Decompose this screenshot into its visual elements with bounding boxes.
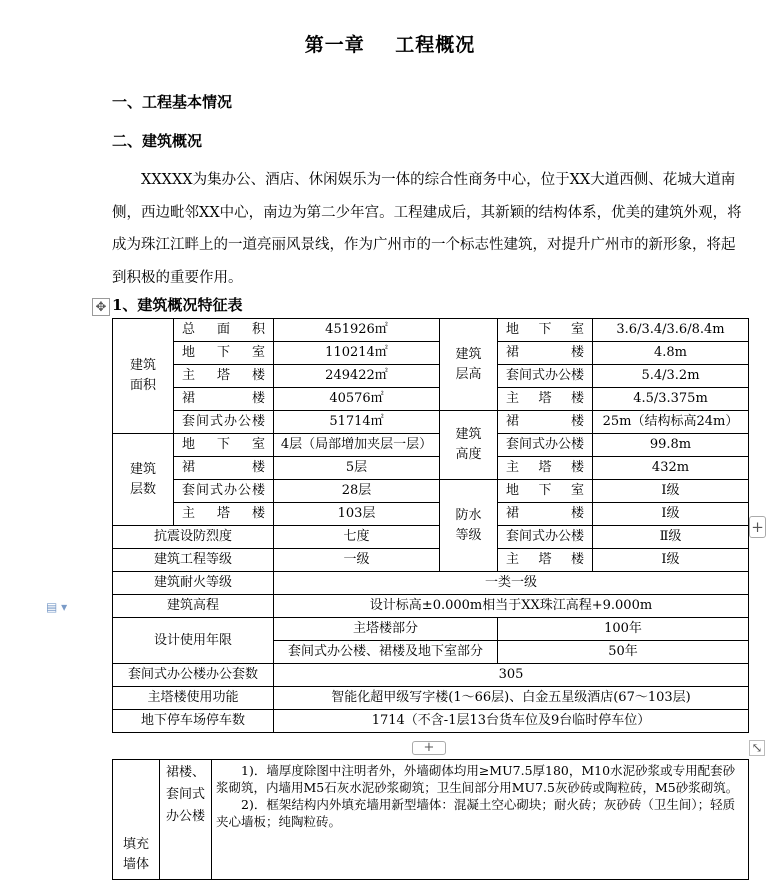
section-heading-basic: 一、工程基本情况: [112, 93, 233, 111]
suites-value: 305: [274, 664, 749, 687]
area-value: 51714㎡: [274, 411, 440, 434]
height-value: 25m（结构标高24m）: [593, 411, 749, 434]
height-value: 432m: [593, 457, 749, 480]
storeys-value: 4层（局部增加夹层一层）: [274, 434, 440, 457]
fire-value: 一类一级: [274, 572, 749, 595]
infill-sub-label: 裙楼、套间式办公楼: [160, 760, 212, 880]
storeys-label: 裙楼: [174, 457, 274, 480]
suites-label: 套间式办公楼办公套数: [113, 664, 274, 687]
floor-height-label: 主塔楼: [498, 388, 593, 411]
floor-height-label: 套间式办公楼: [498, 365, 593, 388]
height-value: 99.8m: [593, 434, 749, 457]
fire-label: 建筑耐火等级: [113, 572, 274, 595]
area-value: 249422㎡: [274, 365, 440, 388]
floor-height-group-label: 建筑层高: [440, 319, 498, 411]
infill-paragraph-1: 1)．墙厚度除图中注明者外，外墙砌体均用≥MU7.5厚180，M10水泥砂浆或专用配套砂浆砌筑，内墙用M5石灰水泥砂浆砌筑；卫生间部分用MU7.5灰砂砖或陶粒砖，M5砂浆砌筑。: [216, 763, 739, 795]
area-label: 裙楼: [174, 388, 274, 411]
waterproof-label: 套间式办公楼: [498, 526, 593, 549]
area-label: 套间式办公楼: [174, 411, 274, 434]
floor-height-label: 地下室: [498, 319, 593, 342]
waterproof-value: Ⅰ级: [593, 480, 749, 503]
parking-label: 地下停车场停车数: [113, 710, 274, 733]
service-life-label: 设计使用年限: [113, 618, 274, 664]
table-resize-icon[interactable]: ⤡: [749, 740, 765, 756]
tower-function-label: 主塔楼使用功能: [113, 687, 274, 710]
storeys-label: 套间式办公楼: [174, 480, 274, 503]
table-title: 1、建筑概况特征表: [112, 296, 243, 314]
elevation-label: 建筑高程: [113, 595, 274, 618]
waterproof-group-label: 防水等级: [440, 480, 498, 572]
service-life-part: 套间式办公楼、裙楼及地下室部分: [274, 641, 498, 664]
intro-paragraph: XXXXX为集办公、酒店、休闲娱乐为一体的综合性商务中心，位于XX大道西侧、花城大道南侧，西边毗邻XX中心，南边为第二少年宫。工程建成后，其新颖的结构体系，优美的建筑外观，将成为珠江江畔上的一道亮丽风景线，作为广州市的一个标志性建筑，对提升广州市的新形象，将起到积极的重要作用。: [112, 172, 742, 286]
area-value: 40576㎡: [274, 388, 440, 411]
storeys-value: 5层: [274, 457, 440, 480]
floor-height-value: 3.6/3.4/3.6/8.4m: [593, 319, 749, 342]
add-column-icon[interactable]: +: [749, 516, 766, 538]
area-label: 主塔楼: [174, 365, 274, 388]
waterproof-value: Ⅰ级: [593, 503, 749, 526]
infill-paragraph-2: 2)．框架结构内外填充墙用新型墙体：混凝土空心砌块；耐火砖；灰砂砖（卫生间）；轻质夹心墙板；纯陶粒砖。: [216, 797, 736, 829]
seismic-value: 七度: [274, 526, 440, 549]
service-life-value: 50年: [498, 641, 749, 664]
service-life-value: 100年: [498, 618, 749, 641]
storeys-value: 103层: [274, 503, 440, 526]
floor-height-value: 5.4/3.2m: [593, 365, 749, 388]
storeys-label: 主塔楼: [174, 503, 274, 526]
waterproof-value: Ⅱ级: [593, 526, 749, 549]
storeys-group-label: 建筑层数: [113, 434, 174, 526]
service-life-part: 主塔楼部分: [274, 618, 498, 641]
infill-group-label: 填充墙体: [113, 760, 160, 880]
floor-height-value: 4.5/3.375m: [593, 388, 749, 411]
infill-description: [212, 760, 749, 880]
document-outline-icon[interactable]: ▤ ▾: [46, 600, 68, 614]
area-label: 地下室: [174, 342, 274, 365]
add-row-icon[interactable]: +: [412, 741, 446, 755]
table-move-handle-icon[interactable]: ✥: [92, 298, 110, 316]
seismic-label: 抗震设防烈度: [113, 526, 274, 549]
floor-height-value: 4.8m: [593, 342, 749, 365]
storeys-value: 28层: [274, 480, 440, 503]
height-label: 主塔楼: [498, 457, 593, 480]
height-label: 裙楼: [498, 411, 593, 434]
area-label: 总面积: [174, 319, 274, 342]
infill-wall-table: [112, 759, 749, 880]
height-group-label: 建筑高度: [440, 411, 498, 480]
parking-value: 1714（不含-1层13台货车位及9台临时停车位）: [274, 710, 749, 733]
tower-function-value: 智能化超甲级写字楼(1～66层)、白金五星级酒店(67～103层): [274, 687, 749, 710]
area-group-label: 建筑面积: [113, 319, 174, 434]
area-value: 451926㎡: [274, 319, 440, 342]
chapter-title: 第一章 工程概况: [304, 34, 476, 56]
waterproof-value: Ⅰ级: [593, 549, 749, 572]
waterproof-label: 裙楼: [498, 503, 593, 526]
section-heading-architecture: 二、建筑概况: [112, 132, 203, 150]
grade-label: 建筑工程等级: [113, 549, 274, 572]
building-feature-table: [112, 318, 749, 733]
floor-height-label: 裙楼: [498, 342, 593, 365]
area-value: 110214㎡: [274, 342, 440, 365]
waterproof-label: 地下室: [498, 480, 593, 503]
height-label: 套间式办公楼: [498, 434, 593, 457]
elevation-value: 设计标高±0.000m相当于XX珠江高程+9.000m: [274, 595, 749, 618]
waterproof-label: 主塔楼: [498, 549, 593, 572]
grade-value: 一级: [274, 549, 440, 572]
storeys-label: 地下室: [174, 434, 274, 457]
